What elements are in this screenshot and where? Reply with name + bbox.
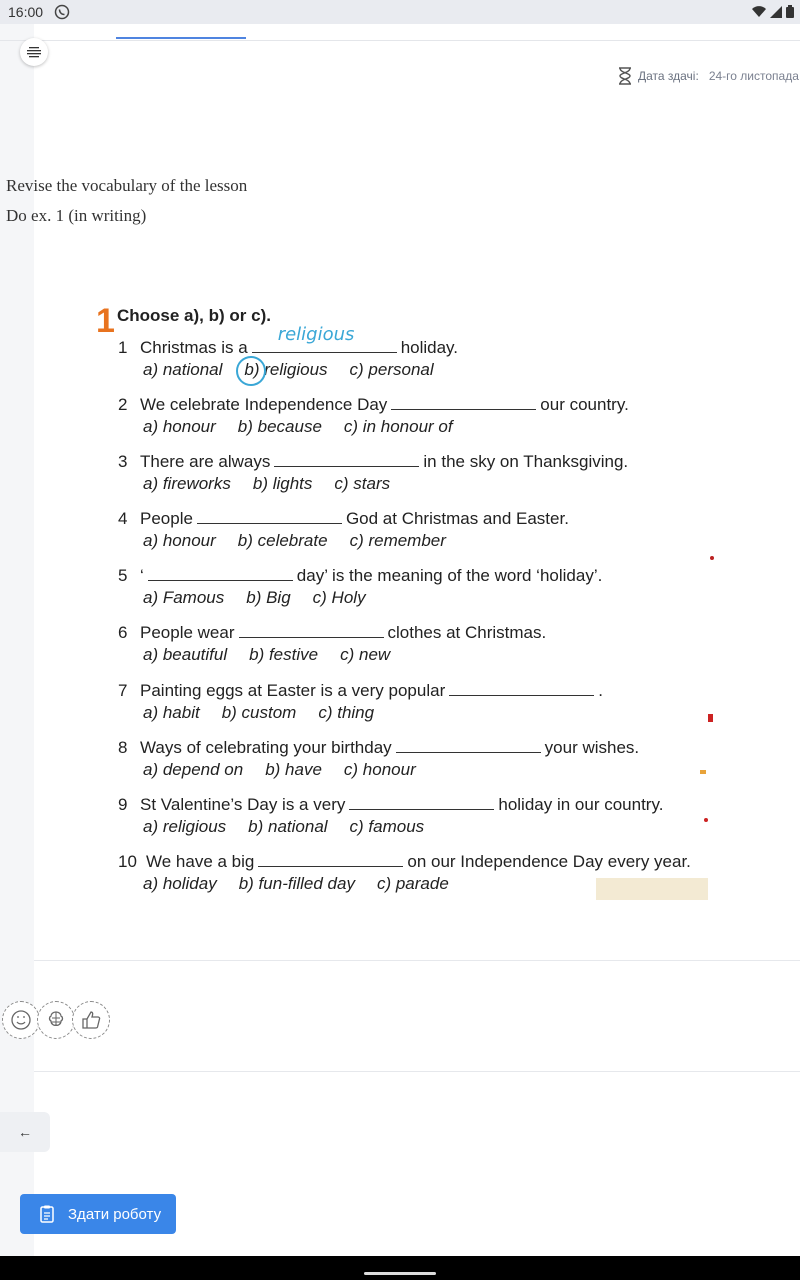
back-arrow-icon: ← <box>18 1124 32 1140</box>
question-text <box>118 450 718 474</box>
question-text-after: God at Christmas and Easter. <box>345 509 569 528</box>
question-item <box>118 564 718 610</box>
question-number: 4 <box>118 509 128 528</box>
question-number: 1 <box>118 338 128 357</box>
question-text-before: We celebrate Independence Day <box>140 395 388 414</box>
clipboard-icon <box>40 1205 54 1223</box>
signal-icon <box>770 6 782 18</box>
question-item <box>118 393 718 439</box>
answer-options <box>118 760 718 782</box>
question-text-after: clothes at Christmas. <box>387 623 547 642</box>
question-item <box>118 621 718 667</box>
question-item <box>118 324 718 382</box>
status-bar <box>0 0 800 24</box>
question-text-after: in the sky on Thanksgiving. <box>423 452 629 471</box>
answer-option: b) national <box>248 817 328 836</box>
answer-blank <box>274 450 419 467</box>
question-text-before: There are always <box>140 452 271 471</box>
answer-option: c) thing <box>318 703 375 722</box>
status-icons <box>752 5 794 18</box>
question-text <box>118 621 718 645</box>
answer-options <box>118 703 718 725</box>
question-number: 3 <box>118 452 128 471</box>
submit-work-label: Здати роботу <box>68 1205 162 1223</box>
answer-option: c) new <box>340 645 391 664</box>
question-text-after: holiday in our country. <box>498 795 664 814</box>
thumbs-up-icon <box>80 1009 102 1031</box>
answer-option: c) remember <box>349 531 446 550</box>
question-text-after: day’ is the meaning of the word ‘holiday’. <box>296 566 603 585</box>
question-text-after: on our Independence Day every year. <box>407 852 691 871</box>
answer-options <box>118 588 718 610</box>
answer-options <box>118 417 718 439</box>
question-text-before: Christmas is a <box>140 338 248 357</box>
question-number: 10 <box>118 852 137 871</box>
question-number: 8 <box>118 738 128 757</box>
menu-icon <box>27 46 41 58</box>
question-text-after: your wishes. <box>544 738 640 757</box>
due-date-value: 24-го листопада <box>708 69 799 83</box>
answer-option: c) parade <box>376 874 449 893</box>
due-date-label: Дата здачі: <box>638 69 699 83</box>
question-text <box>118 850 718 874</box>
answer-option: a) Famous <box>143 588 225 607</box>
answer-option: a) beautiful <box>143 645 228 664</box>
answer-option: c) stars <box>334 474 391 493</box>
smile-icon <box>10 1009 32 1031</box>
answer-option: c) honour <box>343 760 416 779</box>
exercise-title: Choose a), b) or c). <box>117 306 271 325</box>
answer-option: b) lights <box>252 474 313 493</box>
question-text <box>118 736 718 760</box>
question-text-before: St Valentine’s Day is a very <box>140 795 346 814</box>
question-text-before: ‘ <box>140 566 144 585</box>
question-text <box>118 564 718 588</box>
question-number: 7 <box>118 681 128 700</box>
section-divider <box>34 960 800 961</box>
back-button[interactable] <box>0 1112 50 1152</box>
answer-blank <box>258 850 403 867</box>
question-number: 2 <box>118 395 128 414</box>
reaction-brain-button[interactable] <box>37 1001 75 1039</box>
wifi-icon <box>752 6 766 18</box>
answer-option: a) fireworks <box>143 474 231 493</box>
answer-option: a) honour <box>143 417 216 436</box>
decoration-speck <box>708 714 713 722</box>
reaction-like-button[interactable] <box>72 1001 110 1039</box>
answer-options <box>118 645 718 667</box>
answer-option: c) Holy <box>312 588 366 607</box>
answer-option: b) Big <box>246 588 291 607</box>
answer-options <box>118 360 718 382</box>
submit-work-button[interactable] <box>20 1194 176 1234</box>
reaction-smile-button[interactable] <box>2 1001 40 1039</box>
answer-blank <box>349 793 494 810</box>
answer-option: a) habit <box>143 703 200 722</box>
exercise-number: 1 <box>96 302 115 340</box>
answer-option: b) religious <box>244 360 328 379</box>
header-divider <box>0 40 800 41</box>
question-text-before: People wear <box>140 623 235 642</box>
answer-blank <box>396 736 541 753</box>
answer-options <box>118 474 718 496</box>
answer-blank <box>391 393 536 410</box>
answer-option: b) custom <box>221 703 297 722</box>
decoration-speck <box>710 556 714 560</box>
answer-options <box>118 531 718 553</box>
question-item <box>118 450 718 496</box>
question-item <box>118 507 718 553</box>
exercise-image <box>96 296 716 906</box>
answer-blank <box>449 679 594 696</box>
question-text <box>118 793 718 817</box>
system-nav-bar <box>0 1256 800 1280</box>
battery-icon <box>786 5 794 18</box>
viber-icon <box>54 4 70 20</box>
question-text-before: We have a big <box>146 852 255 871</box>
instruction-line: Revise the vocabulary of the lesson <box>6 176 248 195</box>
answer-option: b) have <box>265 760 322 779</box>
answer-blank <box>197 507 342 524</box>
question-number: 5 <box>118 566 128 585</box>
decoration-speck <box>704 818 708 822</box>
answer-option: b) festive <box>249 645 319 664</box>
decoration-speck <box>700 770 706 774</box>
handwritten-answer: religious <box>277 324 355 345</box>
answer-option: c) in honour of <box>343 417 453 436</box>
answer-option: c) personal <box>349 360 434 379</box>
brain-icon <box>45 1009 67 1031</box>
instruction-line: Do ex. 1 (in writing) <box>6 206 147 225</box>
hourglass-icon <box>618 67 632 85</box>
answer-option: b) fun-filled day <box>238 874 355 893</box>
decoration-band <box>596 878 708 900</box>
question-number: 9 <box>118 795 128 814</box>
question-text-before: Painting eggs at Easter is a very popular <box>140 681 446 700</box>
question-item <box>118 793 718 839</box>
question-text <box>118 393 718 417</box>
question-text <box>118 324 718 360</box>
answer-option: a) honour <box>143 531 216 550</box>
question-number: 6 <box>118 623 128 642</box>
status-time: 16:00 <box>8 4 44 20</box>
answer-option: b) because <box>237 417 322 436</box>
question-text <box>118 507 718 531</box>
due-date <box>618 67 799 85</box>
question-item <box>118 679 718 725</box>
active-tab-indicator <box>116 37 246 39</box>
answer-option: a) depend on <box>143 760 244 779</box>
question-item <box>118 736 718 782</box>
menu-button[interactable] <box>20 38 48 66</box>
answer-blank <box>239 621 384 638</box>
question-text-before: Ways of celebrating your birthday <box>140 738 392 757</box>
question-text-after: our country. <box>540 395 629 414</box>
answer-option: c) famous <box>349 817 425 836</box>
question-text <box>118 679 718 703</box>
answer-option: a) religious <box>143 817 227 836</box>
answer-option: b) celebrate <box>237 531 328 550</box>
answer-option: a) national <box>143 360 223 379</box>
question-text-after: holiday. <box>400 338 459 357</box>
question-text-after: . <box>598 681 603 700</box>
answer-blank <box>148 564 293 581</box>
answer-option: a) holiday <box>143 874 217 893</box>
section-divider <box>34 1071 800 1072</box>
question-text-before: People <box>140 509 193 528</box>
answer-blank <box>252 324 397 353</box>
home-gesture-handle[interactable] <box>364 1272 436 1275</box>
answer-options <box>118 817 718 839</box>
